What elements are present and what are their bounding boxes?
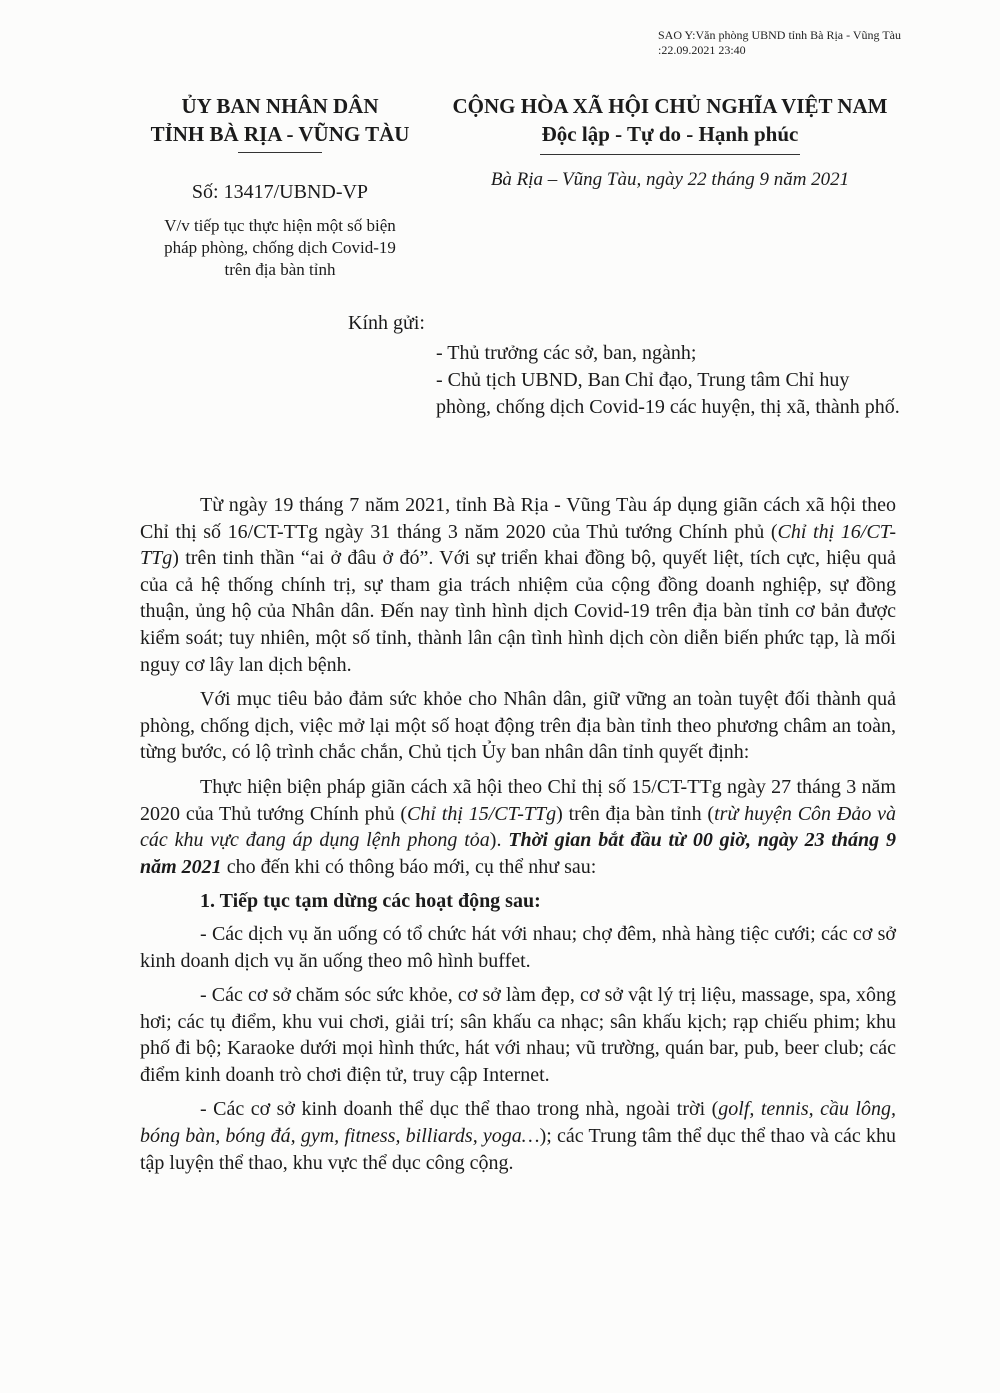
recipients-title: Kính gửi: (348, 312, 425, 334)
recipient-item: - Thủ trưởng các sở, ban, ngành; (436, 342, 697, 364)
subject-line-3: trên địa bàn tỉnh (224, 260, 336, 279)
document-number: Số: 13417/UBND-VP (191, 181, 369, 203)
issuer-underline (238, 152, 322, 153)
paragraph-italic: Chỉ thị 16/CT-TTg (140, 520, 896, 570)
national-header (430, 92, 910, 191)
document-body (140, 492, 896, 1184)
copy-stamp (658, 28, 978, 58)
recipients-block (322, 310, 902, 421)
subject-line-1: V/v tiếp tục thực hiện một số biện (164, 216, 396, 235)
national-title: CỘNG HÒA XÃ HỘI CHỦ NGHĨA VIỆT NAM (452, 94, 888, 118)
bullet-item: - Các cơ sở chăm sóc sức khỏe, cơ sở làm đẹp, cơ sở vật lý trị liệu, massage, spa, xông hơi; các tụ điểm, khu vui chơi, giải trí; sân khấu ca nhạc; sân khấu kịch; rạp chiếu phim; khu phố đi bộ; Karaoke dưới mọi hình thức, hát với nhau; vũ trường, quán bar, pub, beer club; các điểm kinh doanh trò chơi điện tử, truy cập Internet. (140, 984, 896, 1086)
paragraph-objective: Với mục tiêu bảo đảm sức khỏe cho Nhân dân, giữ vững an toàn tuyệt đối thành quả phòng, chống dịch, việc mở lại một số hoạt động trên địa bàn tỉnh theo phương châm an toàn, từng bước, có lộ trình chắc chắn, Chủ tịch Ủy ban nhân dân tỉnh quyết định: (140, 688, 896, 764)
paragraph-background (140, 492, 896, 678)
stamp-line-2: :22.09.2021 23:40 (658, 43, 746, 57)
paragraph-text: Thực hiện biện pháp giãn cách xã hội theo Chỉ thị số 15/CT-TTg ngày 27 tháng 3 năm 2020 của Thủ tướng Chính phủ ( (140, 775, 896, 825)
paragraph-italic: trừ huyện Côn Đảo và các khu vực đang áp dụng lệnh phong tỏa (140, 802, 897, 852)
paragraph-text: - Các cơ sở kinh doanh thể dục thể thao trong nhà, ngoài trời ( (200, 1098, 719, 1121)
paragraph-text: Từ ngày 19 tháng 7 năm 2021, tỉnh Bà Rịa - Vũng Tàu áp dụng giãn cách xã hội theo Chỉ thị số 16/CT-TTg ngày 31 tháng 3 năm 2020 của Thủ tướng Chính phủ ( (140, 494, 896, 543)
national-motto: Độc lập - Tự do - Hạnh phúc (541, 122, 799, 146)
paragraph-text: ); các Trung tâm thể dục thể thao và các khu tập luyện thể thao, khu vực thể dục công cộng. (140, 1125, 896, 1174)
stamp-line-1: SAO Y:Văn phòng UBND tỉnh Bà Rịa - Vũng Tàu (658, 28, 901, 42)
paragraph-text: cho đến khi có thông báo mới, cụ thể như sau: (221, 855, 597, 878)
paragraph-text: ) trên địa bàn tỉnh ( (556, 802, 715, 825)
subject-line-2: pháp phòng, chống dịch Covid-19 (164, 238, 396, 257)
paragraph-italic: golf, tennis, cầu lông, bóng bàn, bóng đá, gym, fitness, billiards, yoga… (140, 1098, 896, 1148)
recipient-item: - Chủ tịch UBND, Ban Chỉ đạo, Trung tâm Chỉ huy phòng, chống dịch Covid-19 các huyện, thị xã, thành phố. (436, 369, 900, 418)
issuer-name-line-1: ỦY BAN NHÂN DÂN (181, 94, 379, 118)
paragraph-text: ). (489, 829, 509, 852)
issuer-block (120, 92, 440, 281)
section-heading-1: 1. Tiếp tục tạm dừng các hoạt động sau: (200, 890, 541, 913)
paragraph-text: ) trên tinh thần “ai ở đâu ở đó”. Với sự triển khai đồng bộ, quyết liệt, tích cực, hiệu quả của cả hệ thống chính trị, sự tham gia trách nhiệm của cộng đồng doanh nghiệp, sự đồng thuận, ủng hộ của Nhân dân. Đến nay tình hình dịch Covid-19 trên địa bàn tỉnh cơ bản được kiểm soát; tuy nhiên, một số tỉnh, thành lân cận tình hình dịch còn diễn biến phức tạp, là mối nguy cơ lây lan dịch bệnh. (140, 547, 896, 676)
bullet-item (140, 1096, 896, 1176)
effective-time: Thời gian bắt đầu từ 00 giờ, ngày 23 tháng 9 năm 2021 (140, 829, 896, 878)
bullet-item: - Các dịch vụ ăn uống có tổ chức hát với nhau; chợ đêm, nhà hàng tiệc cưới; các cơ sở kinh doanh dịch vụ ăn uống theo mô hình buffet. (140, 922, 896, 972)
document-subject (120, 215, 440, 281)
paragraph-decision (140, 774, 896, 880)
recipients-list (436, 340, 902, 421)
issuer-name-line-2: TỈNH BÀ RỊA - VŨNG TÀU (150, 122, 410, 146)
motto-underline (540, 154, 800, 155)
paragraph-italic: Chỉ thị 15/CT-TTg (407, 802, 557, 825)
place-and-date: Bà Rịa – Vũng Tàu, ngày 22 tháng 9 năm 2021 (490, 169, 850, 190)
